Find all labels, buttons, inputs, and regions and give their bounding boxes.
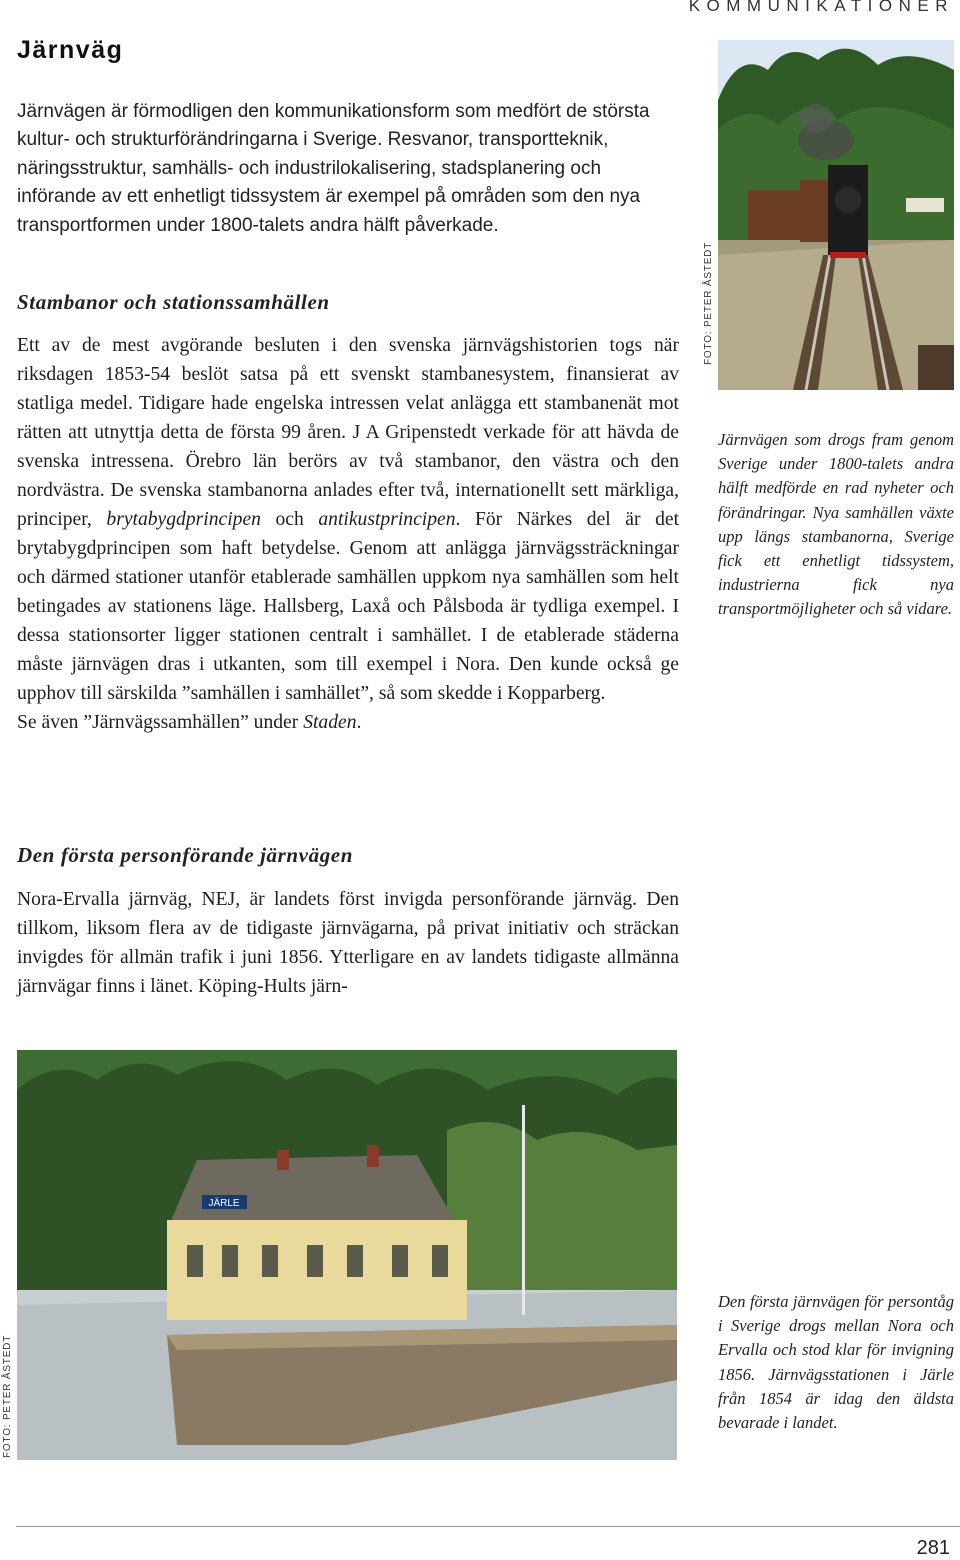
body-text-part: Ett av de mest avgörande besluten i den svenska järnvägshistorien togs när riksdagen 1853-54 beslöt satsa på ett svenskt stambanesystem, finansierat av statliga medel. Tidigare hade engelska intressen velat anlägga ett stambanenät mot rätten att utnyttja detta de första 99 åren. J A Gripenstedt verkade för att hävda de svenska intressena. Örebro län berörs av två stambanor, den västra och den nordvästra. De svenska stambanorna anlades efter två, internationellt sett märkliga, principer, (17, 335, 679, 530)
photo-credit-1: FOTO: PETER ÅSTEDT (703, 241, 714, 365)
section-body-forsta-jarnvagen: Nora-Ervalla järnväg, NEJ, är landets först invigda personförande järnväg. Den tillkom, liksom flera av de tidigaste järnvägarna, på privat initiativ och sträckan invigdes för allmän trafik i juni 1856. Ytterligare en av landets tidigaste allmänna järnvägar finns i länet. Köping-Hults järn- (17, 889, 679, 997)
jarle-station-illustration (17, 1050, 677, 1460)
page-number: 281 (916, 1537, 950, 1559)
photo-jarle-station (17, 1050, 677, 1460)
section-body-stambanor (17, 331, 679, 737)
term-antikustprincipen: antikustprincipen (318, 509, 456, 530)
term-brytabygdprincipen: brytabygdprincipen (106, 509, 261, 530)
photo-caption-1: Järnvägen som drogs fram genom Sverige under 1800-talets andra hälft medförde en rad nyheter och förändringar. Nya samhällen växte upp längs stambanorna, Sverige fick ett enhetligt tidssystem, industrierna fick nya transportmöjligheter och så vidare. (718, 430, 954, 619)
section-heading-forsta-jarnvagen: Den första personförande järnvägen (17, 843, 354, 867)
steam-train-illustration (718, 40, 954, 390)
see-also-link[interactable]: Staden (303, 712, 357, 733)
section-header: KOMMUNIKATIONER (688, 0, 954, 15)
section-heading-stambanor: Stambanor och stationssamhällen (17, 290, 330, 314)
page-title: Järnväg (17, 36, 124, 64)
body-text-part: . För Närkes del är det brytabygdprincipen som haft betydelse. Genom att anlägga järnvägssträckningar och därmed stationer utanför etablerade samhällen uppkom nya samhällen som helt betingades av stationens läge. Hallsberg, Laxå och Pålsboda är tydliga exempel. I dessa stationsorter ligger stationen centralt i samhället. I de etablerade städerna måste järnvägen dras i utkanten, som till exempel i Nora. Den kunde också ge upphov till särskilda ”samhällen i samhället”, så som skedde i Kopparberg. (17, 509, 680, 704)
photo-caption-2: Den första järnvägen för persontåg i Sverige drogs mellan Nora och Ervalla och stod klar för invigning 1856. Järnvägsstationen i Järle från 1854 är idag den äldsta bevarade i landet. (718, 1292, 954, 1433)
station-sign-text: JÄRLE (208, 1198, 240, 1209)
see-also-text: Se även ”Järnvägssamhällen” under (17, 712, 304, 733)
photo-credit-2: FOTO: PETER ÅSTEDT (2, 1334, 13, 1458)
lead-paragraph: Järnvägen är förmodligen den kommunikationsform som medfört de största kultur- och strukturförändringarna i Sverige. Resvanor, transportteknik, näringsstruktur, samhälls- och industrilokalisering, stadsplanering och införande av ett enhetligt tidssystem är exempel på områden som den nya transportformen under 1800-talets andra hälft påverkade. (17, 101, 650, 236)
footer-rule (16, 1526, 960, 1527)
see-also-text: . (356, 712, 362, 733)
photo-steam-train (718, 40, 954, 390)
body-text-part: och (260, 509, 319, 530)
